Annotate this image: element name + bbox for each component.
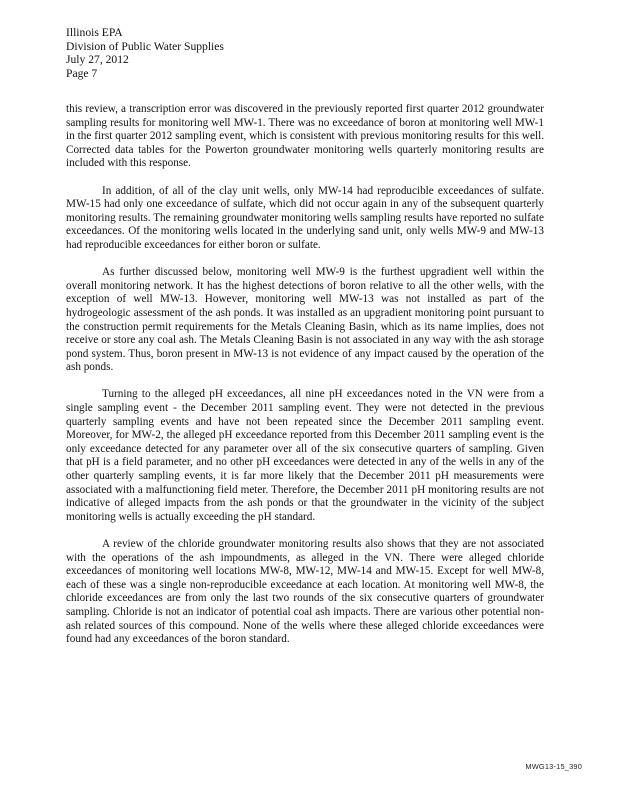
page-number: Page 7 bbox=[66, 66, 98, 80]
letter-date: July 27, 2012 bbox=[66, 53, 129, 67]
letter-header bbox=[66, 26, 224, 80]
agency-name: Illinois EPA bbox=[66, 26, 123, 39]
letter-body bbox=[66, 103, 544, 647]
paragraph-ph-exceedances: Turning to the alleged pH exceedances, all nine pH exceedances noted in the VN were from a single sampling event - the December 2011 sampling event. They were not detected in the previous quarterly sampling events and have not been repeated since the December 2011 sampling event. Moreover, for MW-2, the alleged pH exceedance reported from this December 2011 sampling event is the only exceedance detected for any parameter over all of the six consecutive quarters of sampling. Given that pH is a field parameter, and no other pH exceedances were detected in any of the wells in any of the other quarterly sampling events, it is far more likely that the December 2011 pH measurements were associated with a malfunctioning field meter. Therefore, the December 2011 pH monitoring results are not indicative of alleged impacts from the ash ponds or that the groundwater in the vicinity of the subject monitoring wells is actually exceeding the pH standard. bbox=[66, 388, 544, 523]
paragraph-clay-unit-wells: In addition, of all of the clay unit wells, only MW-14 had reproducible exceedances of sulfate. MW-15 had only one exceedance of sulfate, which did not occur again in any of the subsequent quarterly monitoring results. The remaining groundwater monitoring wells sampling results have reported no sulfate exceedances. Of the monitoring wells located in the underlying sand unit, only wells MW-9 and MW-13 had reproducible exceedances for either boron or sulfate. bbox=[66, 184, 544, 251]
paragraph-chloride-review: A review of the chloride groundwater monitoring results also shows that they are not associated with the operations of the ash impoundments, as alleged in the VN. There were alleged chloride exceedances of monitoring well locations MW-8, MW-12, MW-14 and MW-15. Except for well MW-8, each of these was a single non-reproducible exceedance at each location. At monitoring well MW-8, the chloride exceedances are from only the last two rounds of the six consecutive quarters of groundwater sampling. Chloride is not an indicator of potential coal ash impacts. There are various other potential non-ash related sources of this compound. None of the wells where these alleged chloride exceedances were found had any exceedances of the boron standard. bbox=[66, 538, 544, 646]
paragraph-transcription-error: this review, a transcription error was discovered in the previously reported first quarter 2012 groundwater sampling results for monitoring well MW-1. There was no exceedance of boron at monitoring well MW-1 in the first quarter 2012 sampling event, which is consistent with previous monitoring results for this well. Corrected data tables for the Powerton groundwater monitoring wells quarterly monitoring results are included with this response. bbox=[66, 103, 544, 170]
division-name: Division of Public Water Supplies bbox=[66, 39, 224, 53]
bates-number: MWG13-15_390 bbox=[525, 762, 582, 771]
paragraph-mw9-upgradient: As further discussed below, monitoring well MW-9 is the furthest upgradient well within the overall monitoring network. It has the highest detections of boron relative to all the other wells, with the exception of well MW-13. However, monitoring well MW-13 was not installed as part of the hydrogeologic assessment of the ash ponds. It was installed as an upgradient monitoring point pursuant to the construction permit requirements for the Metals Cleaning Basin, which as its name implies, does not receive or store any coal ash. The Metals Cleaning Basin is not associated in any way with the ash storage pond system. Thus, boron present in MW-13 is not evidence of any impact caused by the operation of the ash ponds. bbox=[66, 266, 544, 374]
